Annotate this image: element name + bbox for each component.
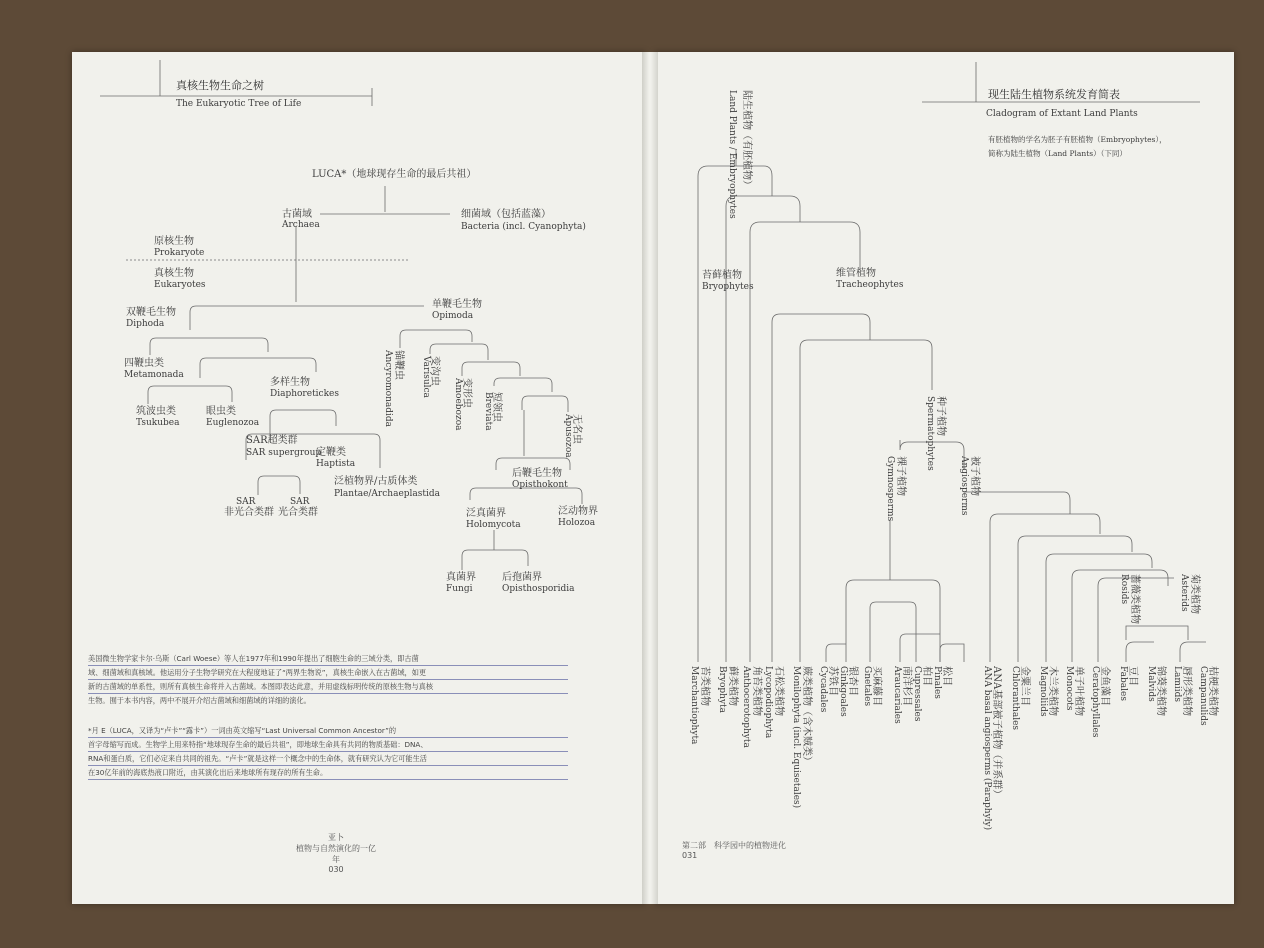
note-line: 生物。囿于本书内容，两中不展开介绍古菌域和细菌域的详细的演化。 [88, 696, 311, 705]
node-sar-cn: SAR超类群 [246, 435, 298, 446]
leaf-cn: 唇形类植物 [1181, 666, 1192, 716]
leaf-en: Cycadales [818, 666, 828, 713]
leaf-en: Chloranthales [1010, 666, 1020, 731]
right-title-en: Cladogram of Extant Land Plants [986, 109, 1138, 119]
node-opimoda-en: Opimoda [432, 311, 474, 321]
leaf-cn: 银杏目 [847, 666, 858, 696]
node-opisthokont-en: Opisthokont [512, 480, 568, 490]
node-opisthosporidia-en: Opisthosporidia [502, 584, 575, 594]
node-luca: LUCA*（地球现存生命的最后共祖） [312, 169, 477, 180]
leaf-cn: 苔类植物 [699, 666, 710, 706]
node-apusozoa-en: Apusozoa [563, 414, 573, 458]
node-rosids-en: Rosids [1119, 574, 1129, 605]
node-breviata-en: Breviata [483, 392, 493, 431]
node-ancyromonadida-en: Ancyromonadida [383, 350, 393, 428]
left-footer-line2: 植物与自然演化的一亿年 [296, 844, 376, 864]
node-bacteria-en: Bacteria (incl. Cyanophyta) [461, 222, 586, 232]
node-varisulca-cn: 变沟虫 [429, 356, 440, 386]
note-line: 新的古菌域的单系性，则所有真核生命将并入古菌域。本图即表达此意，并用虚线标明传统的原核生物与真核 [88, 680, 568, 694]
node-apusozoa-cn: 无名虫 [571, 414, 582, 444]
note-line: *月 E（LUCA，又译为“卢卡”“露卡”）一词由英文缩写“Last Universal Common Ancestor”的 [88, 724, 568, 738]
leaf-en: Bryophyta [717, 666, 727, 714]
node-plantae-en: Plantae/Archaeplastida [334, 489, 441, 499]
node-fungi-cn: 真菌界 [446, 572, 476, 583]
node-sar2-a: SAR [290, 497, 310, 507]
node-holozoa-cn: 泛动物界 [558, 506, 598, 517]
node-gymnosperms-cn: 裸子植物 [895, 456, 906, 496]
node-euglenozoa-cn: 眼虫类 [206, 406, 236, 417]
node-holomycota-cn: 泛真菌界 [466, 508, 506, 519]
node-bacteria-cn: 细菌域（包括蓝藻） [461, 209, 551, 220]
node-tsukubea-en: Tsukubea [136, 418, 180, 428]
node-asterids-cn: 菊类植物 [1189, 574, 1200, 614]
node-ancyromonadida-cn: 锚鞭虫 [393, 350, 404, 380]
node-sar-en: SAR supergroup [246, 448, 322, 458]
leaf-cn: 角苔类植物 [751, 666, 762, 716]
node-metamonada-en: Metamonada [124, 370, 184, 380]
leaf-en: Gnetales [862, 666, 872, 707]
node-eukaryotes-cn: 真核生物 [154, 268, 194, 279]
node-haptista-en: Haptista [316, 459, 356, 469]
leaf-en: Marchantiophyta [689, 666, 699, 745]
node-spermatophytes-en: Spermatophytes [925, 396, 935, 471]
left-footer-line1: 亚卜 [328, 833, 344, 842]
node-land-plants-en: Land Plants / Embryophytes [727, 90, 737, 219]
right-page-number: 031 [682, 851, 698, 860]
node-eukaryotes-en: Eukaryotes [154, 280, 206, 290]
node-prokaryote-en: Prokaryote [154, 248, 205, 258]
leaf-en: Pinales [932, 666, 942, 699]
node-opimoda-cn: 单鞭毛生物 [432, 299, 482, 310]
node-opisthosporidia-cn: 后孢菌界 [502, 572, 542, 583]
node-sar1-a: SAR [236, 497, 256, 507]
leaf-en: Ginkgoales [838, 666, 848, 717]
leaf-en: Lycopodiophyta [763, 666, 773, 739]
leaf-en: Cupressales [912, 666, 922, 722]
note-line: 域、细菌域和真核域。他运用分子生物学研究在大程度地证了“两界生物说”，真核生命嵌入在古菌域，如更 [88, 666, 568, 680]
leaf-cn: 单子叶植物 [1073, 666, 1084, 716]
node-diphoda-en: Diphoda [126, 319, 165, 329]
leaf-cn: 柏目 [921, 666, 932, 686]
left-page-number: 030 [328, 865, 344, 874]
leaf-en: Campanulids [1198, 666, 1208, 726]
node-opisthokont-cn: 后鞭毛生物 [512, 468, 562, 479]
node-rosids-cn: 蔷薇类植物 [1129, 574, 1140, 624]
node-archaea-cn: 古菌域 [282, 209, 312, 220]
node-gymnosperms-en: Gymnosperms [885, 456, 895, 522]
leaf-cn: 松目 [941, 666, 952, 686]
node-fungi-en: Fungi [446, 584, 473, 594]
right-subtitle-2: 简称为陆生植物（Land Plants）（下同） [988, 149, 1127, 158]
leaf-cn: 蕨类植物（含木贼类） [801, 666, 812, 766]
node-amoebozoa-cn: 变形虫 [461, 378, 472, 408]
leaf-en: Lamiids [1172, 666, 1182, 703]
node-tsukubea-cn: 筑波虫类 [136, 406, 176, 417]
note-line: 美国微生物学家卡尔·乌斯（Carl Woese）等人在1977年和1990年提出了细胞生命的三域分类，即古菌 [88, 652, 568, 666]
node-holozoa-en: Holozoa [558, 518, 596, 528]
node-euglenozoa-en: Euglenozoa [206, 418, 260, 428]
note-line: 首字母缩写而成。生物学上用来特指“地球现存生命的最后共祖”，即地球生命具有共同的物质基础：DNA、 [88, 738, 568, 752]
node-holomycota-en: Holomycota [466, 520, 521, 530]
node-angiosperms-en: Angiosperms [959, 456, 969, 516]
node-diaphoretickes-cn: 多样生物 [270, 377, 310, 388]
node-haptista-cn: 定鞭类 [316, 447, 346, 458]
leaf-en: Anthocerotophyta [741, 666, 751, 748]
leaf-en: Monilophyta (incl. Equisetales) [791, 666, 801, 809]
node-diaphoretickes-en: Diaphoretickes [270, 389, 339, 399]
node-breviata-cn: 短领虫 [491, 392, 502, 422]
right-title-cn: 现生陆生植物系统发育简表 [988, 88, 1120, 101]
right-footer [682, 840, 786, 860]
leaf-en: Ceratophyllales [1090, 666, 1100, 738]
node-bryophytes-en: Bryophytes [702, 282, 754, 292]
leaf-cn: 石松类植物 [773, 666, 784, 716]
right-subtitle-1: 有胚植物的学名为胚子有胚植物（Embryophytes）， [988, 135, 1167, 144]
leaf-cn: 南洋杉目 [901, 666, 912, 706]
leaf-cn: 藓类植物 [727, 666, 738, 706]
node-diphoda-cn: 双鞭毛生物 [126, 307, 176, 318]
note-line: RNA和蛋白质，它们必定来自共同的祖先。“卢卡”就是这样一个概念中的生命体，就有研究认为它可能生活 [88, 752, 568, 766]
leaf-cn: 桔梗类植物 [1207, 666, 1218, 716]
leaf-cn: 金粟兰目 [1019, 666, 1030, 706]
node-plantae-cn: 泛植物界/古质体类 [334, 476, 418, 487]
leaf-cn: 买麻藤目 [871, 666, 882, 706]
note-line: 在30亿年前的海底热液口附近，由其演化出后来地球所有现存的所有生命。 [88, 766, 568, 780]
leaf-en: Fabales [1118, 666, 1128, 701]
leaf-en: Monocots [1064, 666, 1074, 711]
node-varisulca-en: Varisulca [421, 356, 431, 398]
node-sar2-b: 光合类群 [278, 507, 318, 518]
leaf-cn: 木兰类植物 [1047, 666, 1058, 716]
node-land-plants-cn: 陆生植物（有胚植物） [741, 90, 752, 190]
leaf-cn: ANA基部被子植物（并系群） [991, 666, 1002, 800]
leaf-en: Magnoliids [1038, 666, 1048, 717]
node-bryophytes-cn: 苔藓植物 [702, 270, 742, 281]
node-amoebozoa-en: Amoebozoa [453, 378, 463, 431]
leaf-cn: 金鱼藻目 [1099, 666, 1110, 706]
node-sar1-b: 非光合类群 [224, 507, 274, 518]
left-title-en: The Eukaryotic Tree of Life [176, 99, 302, 109]
leaf-en: Malvids [1146, 666, 1156, 702]
node-tracheophytes-en: Tracheophytes [836, 280, 904, 290]
left-title-cn: 真核生物生命之树 [176, 79, 264, 92]
leaf-en: Araucariales [892, 666, 902, 724]
node-asterids-en: Asterids [1179, 574, 1189, 612]
leaf-cn: 豆目 [1127, 666, 1138, 686]
leaf-cn: 锦葵类植物 [1155, 666, 1166, 716]
node-tracheophytes-cn: 维管植物 [836, 268, 876, 279]
node-spermatophytes-cn: 种子植物 [935, 396, 946, 436]
node-metamonada-cn: 四鞭虫类 [124, 358, 164, 369]
leaf-en: ANA basal angiosperms (Paraphyly) [982, 666, 992, 831]
node-prokaryote-cn: 原核生物 [154, 236, 194, 247]
node-angiosperms-cn: 被子植物 [969, 456, 980, 496]
leaf-cn: 苏铁目 [827, 666, 838, 696]
right-footer-text: 第二部 科学园中的植物进化 [682, 841, 786, 850]
node-archaea-en: Archaea [282, 220, 320, 230]
